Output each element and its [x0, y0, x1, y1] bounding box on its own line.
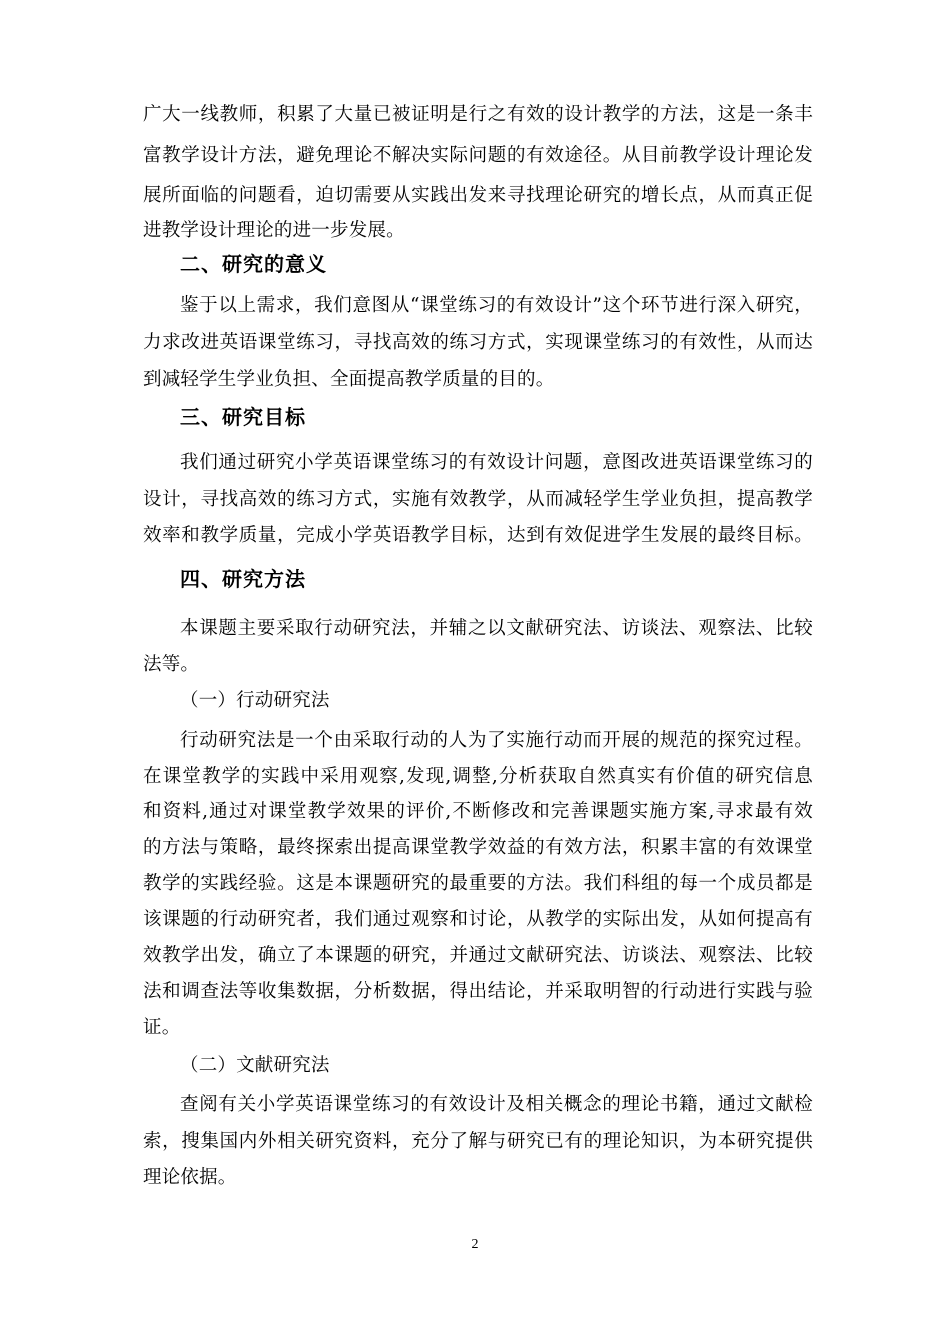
paragraph-line: 鉴于以上需求，我们意图从“课堂练习的有效设计”这个环节进行深入研究， — [180, 295, 813, 316]
subheading-literature-research: （二）文献研究法 — [180, 1055, 330, 1076]
paragraph-line: 理论依据。 — [143, 1167, 237, 1188]
paragraph-line: 教学的实践经验。这是本课题研究的最重要的方法。我们科组的每一个成员都是 — [143, 873, 813, 894]
paragraph-line: 法和调查法等收集数据，分析数据，得出结论，并采取明智的行动进行实践与验 — [143, 981, 813, 1002]
section-heading-objectives: 三、研究目标 — [180, 405, 306, 429]
paragraph-line: 法等。 — [143, 654, 200, 675]
paragraph-line: 到减轻学生学业负担、全面提高教学质量的目的。 — [143, 369, 555, 390]
paragraph-line: 设计，寻找高效的练习方式，实施有效教学，从而减轻学生学业负担，提高教学 — [143, 489, 813, 510]
paragraph-line: 效率和教学质量，完成小学英语教学目标，达到有效促进学生发展的最终目标。 — [143, 525, 813, 546]
paragraph-line: 行动研究法是一个由采取行动的人为了实施行动而开展的规范的探究过程。 — [180, 730, 813, 751]
section-heading-significance: 二、研究的意义 — [180, 252, 327, 276]
section-heading-methods: 四、研究方法 — [180, 567, 306, 591]
paragraph-line: 我们通过研究小学英语课堂练习的有效设计问题，意图改进英语课堂练习的 — [180, 452, 813, 473]
paragraph-line: 查阅有关小学英语课堂练习的有效设计及相关概念的理论书籍，通过文献检 — [180, 1094, 813, 1115]
paragraph-line: 证。 — [143, 1017, 181, 1038]
paragraph-line: 广大一线教师，积累了大量已被证明是行之有效的设计教学的方法，这是一条丰 — [143, 104, 813, 125]
paragraph-line: 的方法与策略，最终探索出提高课堂教学效益的有效方法，积累丰富的有效课堂 — [143, 837, 813, 858]
paragraph-line: 索，搜集国内外相关研究资料，充分了解与研究已有的理论知识，为本研究提供 — [143, 1131, 813, 1152]
paragraph-line: 富教学设计方法，避免理论不解决实际问题的有效途径。从目前教学设计理论发 — [143, 145, 813, 166]
paragraph-line: 在课堂教学的实践中采用观察,发现,调整,分析获取自然真实有价值的研究信息 — [143, 766, 813, 787]
paragraph-line: 本课题主要采取行动研究法，并辅之以文献研究法、访谈法、观察法、比较 — [180, 618, 813, 639]
paragraph-line: 进教学设计理论的进一步发展。 — [143, 220, 405, 241]
paragraph-line: 力求改进英语课堂练习，寻找高效的练习方式，实现课堂练习的有效性，从而达 — [143, 332, 813, 353]
paragraph-line: 和资料,通过对课堂教学效果的评价,不断修改和完善课题实施方案,寻求最有效 — [143, 801, 813, 822]
paragraph-line: 展所面临的问题看，迫切需要从实践出发来寻找理论研究的增长点，从而真正促 — [143, 185, 813, 206]
paragraph-line: 该课题的行动研究者，我们通过观察和讨论，从教学的实际出发，从如何提高有 — [143, 909, 813, 930]
page-number: 2 — [471, 1237, 479, 1252]
paragraph-line: 效教学出发，确立了本课题的研究，并通过文献研究法、访谈法、观察法、比较 — [143, 945, 813, 966]
subheading-action-research: （一）行动研究法 — [180, 690, 330, 711]
